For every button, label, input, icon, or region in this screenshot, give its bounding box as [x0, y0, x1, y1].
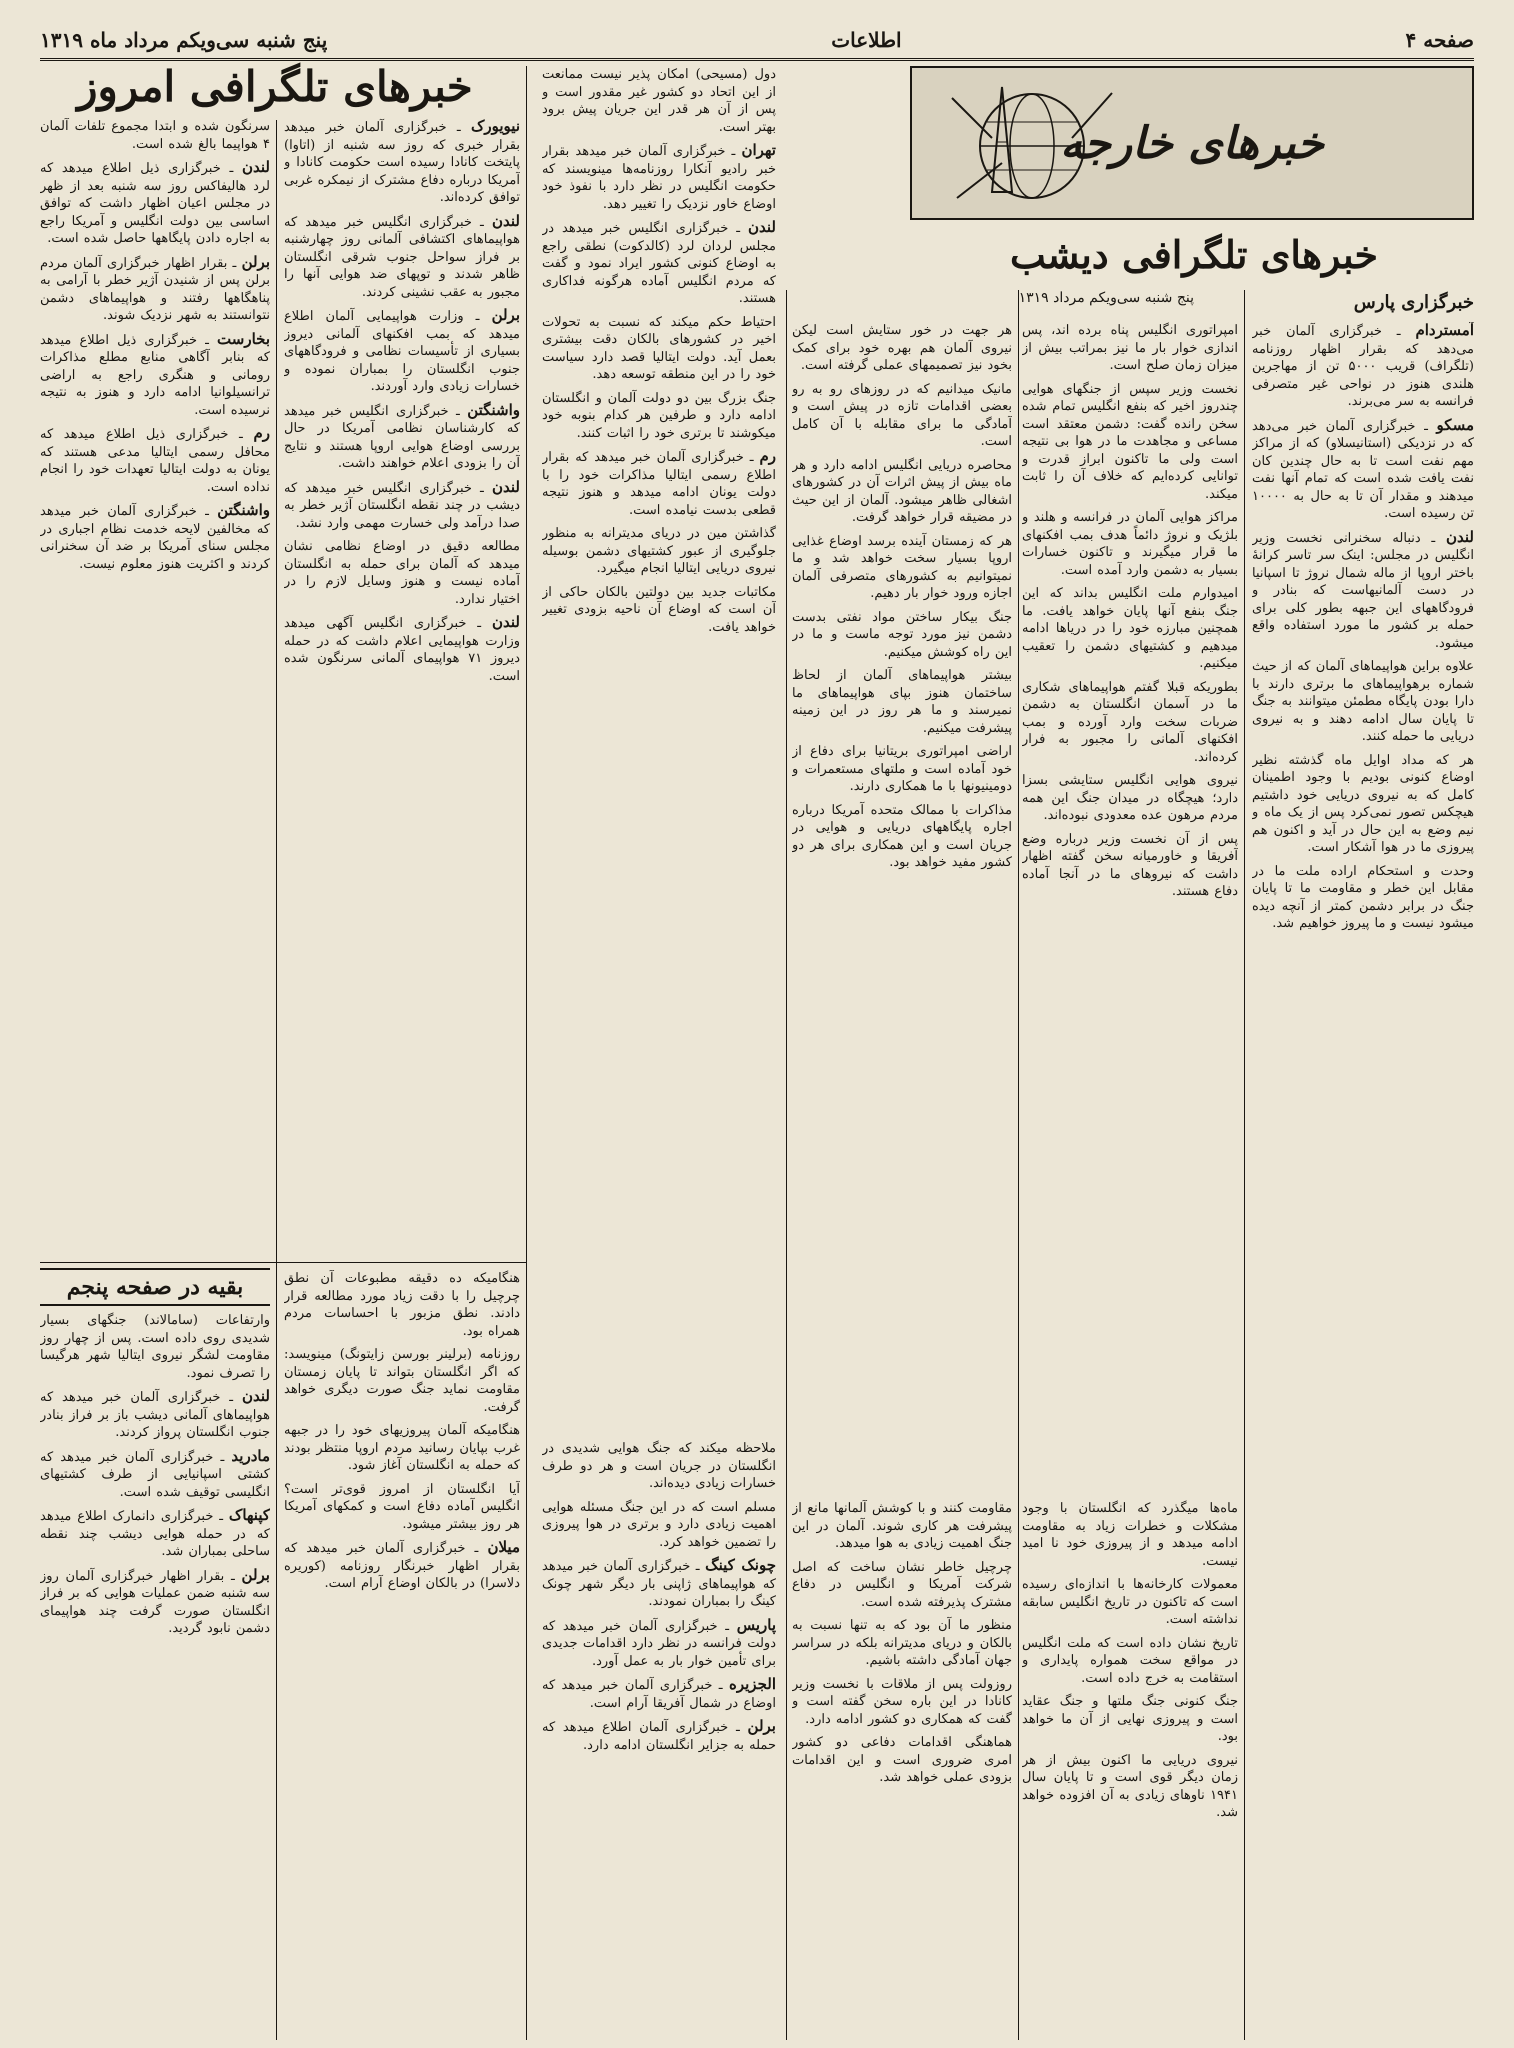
agency-label: خبرگزاری پارس: [1353, 292, 1474, 313]
headline-today: خبرهای تلگرافی امروز: [77, 62, 473, 111]
article: [792, 1559, 1012, 1612]
article: [542, 1718, 776, 1754]
article: [40, 1312, 270, 1382]
article-text: امیدوارم ملت انگلیس بداند که این جنگ بنفع آنها پایان خواهد یافت. ما همچنین مبارزه خود را در دریاها ادامه میدهیم و کشتیهای دشمن را تعقیب میکنیم.: [1022, 586, 1238, 671]
article: [1022, 585, 1238, 673]
article: [542, 1440, 776, 1493]
article: [1022, 1576, 1238, 1629]
dateline-city: آمستردام: [1415, 322, 1474, 339]
article-text: ـ خبرگزاری آلمان خبر میدهد که هواپیماهای ژاپنی بار دیگر شهر چونک کینگ را بمباران نمودند.: [542, 1559, 776, 1609]
article-text: ـ خبرگزاری ذیل اطلاع میدهد که بنابر آگاهی منابع مطلع مذاکرات رومانی و هنگری راجع به اراضی ترانسیلوانیا ادامه دارد و هنوز به نتیجه نرسیده است.: [40, 332, 270, 418]
article: [1022, 509, 1238, 579]
article: [1252, 417, 1474, 523]
article: [1252, 752, 1474, 857]
article: [792, 533, 1012, 603]
article-text: ـ خبرگزاری آلمان خبر میدهد که مخالفین لایحه خدمت نظام اجباری در مجلس سنای آمریکا بر ضد آن سخنرانی کردند و اکثریت هنوز معلوم نیست.: [40, 504, 270, 572]
article: [284, 479, 520, 533]
article: [542, 142, 776, 213]
article-text: ـ خبرگزاری انگلیس خبر میدهد در مجلس لردان لرد (کالدکوت) نطقی راجع به اوضاع کنونی کشور ایراد نمود و گفت که مردم انگلیس آماده هرگونه فداکاری هستند.: [542, 221, 776, 306]
article: [792, 1676, 1012, 1729]
article-text: نیروی دریایی ما اکنون بیش از هر زمان دیگر قوی است و تا پایان سال ۱۹۴۱ ناوهای زیادی به آن افزوده خواهد شد.: [1022, 1752, 1238, 1820]
dateline-city: واشنگتن: [467, 400, 520, 419]
article-text: مقاومت کنند و با کوشش آلمانها مانع از پیشرفت هر کاری شوند. آلمان در این جنگ اهمیت زیادی به هوا میدهد.: [792, 1501, 1012, 1551]
article: [1022, 381, 1238, 504]
article: [40, 118, 270, 153]
column-9: [542, 1440, 776, 2038]
article-text: سرنگون شده و ابتدا مجموع تلفات آلمان ۴ هواپیما بالغ شده است.: [40, 119, 270, 152]
article: [284, 402, 520, 473]
column-8: [284, 1270, 520, 2038]
dateline-city: برلن: [491, 306, 520, 324]
article: [792, 1617, 1012, 1670]
article-text: هر جهت در خور ستایش است لیکن نیروی آلمان هم بهره خود برای کمک بخود نیز تصمیمهای عملی گرفته است.: [792, 323, 1012, 373]
article-text: ـ خبرگزاری انگلیس آگهی میدهد وزارت هواپیمایی اعلام داشت که در حمله دیروز ۷۱ هواپیمای آلمانی سرنگون شده است.: [284, 616, 520, 684]
article: [284, 1346, 520, 1416]
article-text: هر که زمستان آینده برسد اوضاع غذایی اروپا بسیار سخت خواهد شد و ما نمیتوانیم به کشورهای متصرفی آلمان اجازه ورود خوار بار دهیم.: [792, 533, 1012, 601]
article: [792, 457, 1012, 527]
article: [40, 331, 270, 420]
article-text: هنگامیکه ده دقیقه مطبوعات آن نطق چرچیل را با دقت زیاد مورد مطالعه قرار دادند. نطق مزبور با احساسات مردم همراه بود.: [284, 1271, 520, 1339]
article: [40, 1567, 270, 1638]
dateline-city: لندن: [492, 613, 520, 631]
article-text: ـ خبرگزاری آلمان خبر میدهد بقرار خبر رادیو آنکارا روزنامه‌ها مینویسند که حکومت انگلیس در نظر دارد با نفوذ خود اوضاع خاور نزدیک را تغییر دهد.: [542, 144, 776, 212]
article: [542, 390, 776, 443]
article-text: نخست وزیر سپس از جنگهای هوایی چندروز اخیر که بنفع انگلیس تمام شده سخن رانده گفت: دشمن معتقد است مساعی و مجاهدت ما در هوا بی نتیجه است ولی ما تاکنون ابراز قدرت و توانایی کرده‌ایم که خلاف آن را ثابت میکند.: [1022, 381, 1238, 502]
article: [40, 1388, 270, 1442]
column-rule: [786, 290, 787, 2040]
dateline-city: رم: [759, 447, 776, 465]
dateline-city: لندن: [241, 1387, 270, 1405]
article: [542, 1617, 776, 1671]
dateline-city: رم: [253, 424, 270, 442]
article: [542, 448, 776, 519]
dateline: پنج شنبه سی‌ویکم مرداد ۱۳۱۹: [1018, 290, 1194, 306]
article-text: اراضی امپراتوری بریتانیا برای دفاع از خود آماده است و ملتهای مستعمرات و دومینیونها با ما همکاری دارند.: [792, 744, 1012, 794]
article-text: ـ خبرگزاری آلمان خبر میدهد که بقرار اظهار خبرنگار روزنامه (کوریره دلاسرا) در بالکان اوضاع آرام است.: [284, 1541, 520, 1591]
article-text: وارتفاعات (سامالاند) جنگهای بسیار شدیدی روی داده است. پس از چهار روز مقاومت لشگر نیروی ایتالیا شهر هرگیسا را تصرف نمود.: [40, 1313, 270, 1381]
article: [792, 802, 1012, 872]
dateline-city: لندن: [242, 158, 270, 176]
article-text: معمولات کارخانه‌ها با اندازه‌ای رسیده است که تاکنون در تاریخ انگلیس سابقه نداشته است.: [1022, 1577, 1238, 1627]
dateline-city: الجزیره: [728, 1675, 776, 1693]
dateline-city: واشنگتن: [217, 501, 270, 519]
dateline-city: چونک کینگ: [705, 1556, 776, 1574]
article-text: تاریخ نشان داده است که ملت انگلیس در مواقع سخت همواره پایداری و استقامت به خرج داده است.: [1022, 1635, 1238, 1686]
article-text: ـ خبرگزاری آلمان خبر می‌دهد که در نزدیکی (استانیسلاو) که از مراکز مهم نفت است تا به حال چندین کان نفت یافت شده است که تمام آنها نفت میدهند و مقدار آن تا به حال به ۱۰۰۰۰ تن رسیده است.: [1252, 418, 1474, 521]
article-text: بیشتر هواپیماهای آلمان از لحاظ ساختمان هنوز بپای هواپیماهای ما نمیرسند و ما هر روز در این زمینه پیشرفت میکنیم.: [792, 668, 1012, 736]
dateline-city: تهران: [741, 141, 776, 159]
article-text: دول (مسیحی) امکان پذیر نیست ممانعت از این اتحاد دو کشور غیر مقدور است و پس از آن هر قدر این جریان پیش برود بهتر است.: [542, 67, 776, 135]
article-text: ملاحظه میکند که جنگ هوایی شدیدی در انگلستان در جریان است و هر دو طرف خسارات زیادی دیده‌اند.: [542, 1441, 776, 1491]
article-text: ـ خبرگزاری آلمان اطلاع میدهد که حمله به جزایر انگلستان ادامه دارد.: [542, 1720, 776, 1753]
article-text: ـ خبرگزاری انگلیس خبر میدهد که دیشب در چند نقطه انگلستان آژیر خطر به صدا درآمد ولی خسارت مهمی وارد نشد.: [284, 480, 520, 531]
article-text: ـ خبرگزاری انگلیس خبر میدهد که کارشناسان نظامی آمریکا در حال بررسی اوضاع هوایی اروپا هستند و نتایج آن را بزودی اعلام خواهند داشت.: [284, 403, 520, 471]
article-text: محاصره دریایی انگلیس ادامه دارد و هر ماه بیش از پیش اثرات آن در کشورهای اشغالی ظاهر میشود. آلمان از این حیث در مضیقه قرار خواهد گرفت.: [792, 457, 1012, 525]
dateline-city: برلن: [241, 252, 270, 271]
article: [1022, 772, 1238, 825]
article-text: ـ دنباله سخنرانی نخست وزیر انگلیس در مجلس: اینک سر تاسر کرانهٔ باختر اروپا از ماله شمال نروژ تا اسپانیا در دست آلمانیهاست که بنادر و فرودگاههای این جبهه بطور کلی برای حمله بر کشور ما مورد استفاده واقع میشود.: [1252, 530, 1474, 651]
article: [792, 381, 1012, 451]
article-text: مذاکرات با ممالک متحده آمریکا درباره اجاره پایگاههای دریایی و هوایی در جریان است و این همکاری برای هر دو کشور مفید خواهد بود.: [792, 802, 1012, 870]
article: [1252, 529, 1474, 653]
article: [284, 1539, 520, 1593]
article-text: علاوه براین هواپیماهای آلمان که از حیث شماره برهواپیماهای ما برتری دارند با دارا بودن پایگاه مطمئن میتوانند به جنگ تا پایان سال ادامه دهند و به نیروی دریایی ما حمله کنند.: [1252, 659, 1474, 744]
article: [1022, 1500, 1238, 1570]
dateline-city: پاریس: [736, 1615, 776, 1634]
paper-name: اطلاعات: [831, 28, 902, 52]
article: [40, 1507, 270, 1561]
foreign-news-banner: [910, 66, 1474, 220]
article-text: پس از آن نخست وزیر درباره وضع آفریقا و خاورمیانه سخن گفته اظهار داشت که نیروهای ما در آنجا آماده دفاع هستند.: [1022, 831, 1238, 899]
article-text: ـ وزارت هواپیمایی آلمان اطلاع میدهد که بمب افکنهای آلمانی دیروز بسیاری از تأسیسات نظامی و فرودگاههای جنوب انگلستان را بمباران نموده و خسارات زیادی وارد آوردند.: [284, 309, 520, 394]
article: [1022, 1635, 1238, 1688]
column-11: [1022, 1500, 1238, 2038]
article-text: ـ بقرار اظهار خبرگزاری آلمان مردم برلن پس از شنیدن آژیر خطر با آرامی به پناهگاهها رفتند و هواپیماهای دشمن نتوانستند به شهر نزدیک شوند.: [40, 255, 270, 323]
article: [1252, 863, 1474, 933]
article-text: جنگ بیکار ساختن مواد نفتی بدست دشمن نیز مورد توجه ماست و ما در این راه کوشش میکنیم.: [792, 609, 1012, 660]
article: [542, 1557, 776, 1611]
dateline-city: نیویورک: [470, 118, 520, 135]
article: [792, 609, 1012, 662]
column-rule: [1018, 290, 1019, 2040]
article-text: ـ بقرار اظهار خبرگزاری آلمان روز سه شنبه ضمن عملیات هوایی که بر فراز انگلستان صورت گرفت چند هواپیمای دشمن نابود گردید.: [40, 1568, 270, 1636]
dateline-city: میلان: [487, 1538, 520, 1556]
article-text: هنگامیکه آلمان پیروزیهای خود را در جبهه غرب بپایان رسانید مردم اروپا منتظر بودند که حمله به انگلستان آغاز شود.: [284, 1423, 520, 1473]
dateline-city: لندن: [492, 477, 520, 496]
article-text: روزولت پس از ملاقات با نخست وزیر کانادا در این باره سخن گفته است و گفت که همکاری دو کشور ادامه دارد.: [792, 1676, 1012, 1727]
article: [284, 307, 520, 396]
dateline-city: برلن: [747, 1717, 776, 1735]
dateline-city: لندن: [1446, 527, 1474, 546]
article-text: مکاتبات جدید بین دولتین بالکان حاکی از آن است که اوضاع آن ناحیه بزودی تغییر خواهد یافت.: [542, 584, 776, 635]
article-text: ـ خبرگزاری آلمان خبر میدهد بقرار خبری که روز سه شنبه از (اتاوا) پایتخت کانادا رسیده است حکومت کانادا و آمریکا درباره دفاع مشترک از نیمکره غربی توافق کرده‌اند.: [284, 120, 520, 205]
article: [1022, 1752, 1238, 1822]
article: [284, 118, 520, 207]
article-text: ـ خبرگزاری انگلیس خبر میدهد که هواپیماهای اکتشافی آلمانی روز چهارشنبه بر فراز سواحل جنوب شرقی انگلستان ظاهر شدند و توپهای ضد هوایی آنها را مجبور به عقب نشینی کردند.: [284, 214, 520, 300]
article: [40, 159, 270, 248]
article: [284, 1481, 520, 1534]
article: [1022, 679, 1238, 767]
banner-title: خبرهای خارجه: [1060, 117, 1324, 169]
article: [792, 1734, 1012, 1787]
article: [1022, 322, 1238, 375]
article-text: مراکز هوایی آلمان در فرانسه و هلند و بلژیک و نروژ دائماً هدف بمب افکنهای ما قرار میگیرند و تاکنون خسارات بسیار به دشمن وارد آمده است.: [1022, 510, 1238, 578]
article-text: ـ خبرگزاری آلمان خبر می‌دهد که بقرار اظهار روزنامه (تلگراف) قریب ۵۰۰۰ تن از مهاجرین هلندی هنوز در نواحی غیر متصرفی فرانسه به سر می‌برند.: [1252, 324, 1474, 409]
dateline-city: لندن: [748, 218, 776, 236]
column-10: [792, 1500, 1012, 2038]
headline-night: خبرهای تلگرافی دیشب: [1010, 232, 1378, 277]
article-text: جنگ بزرگ بین دو دولت آلمان و انگلستان ادامه دارد و طرفین هر کدام بنوبه خود میکوشند تا برتری خود را اثبات کنند.: [542, 390, 776, 441]
column-rule: [526, 66, 527, 2040]
globe-illustration-icon: [932, 78, 1132, 208]
article: [1022, 831, 1238, 901]
article: [284, 538, 520, 608]
article: [284, 1422, 520, 1475]
article: [792, 322, 1012, 375]
article-text: ـ خبرگزاری آلمان خبر میدهد که دولت فرانسه در نظر دارد اقدامات جدیدی برای تأمین خوار بار به عمل آورد.: [542, 1618, 776, 1669]
article: [40, 254, 270, 325]
column-1: [1252, 322, 1474, 2038]
article-text: منظور ما آن بود که به تنها نسبت به بالکان و دریای مدیترانه بلکه در سراسر جهان آمادگی داشته باشیم.: [792, 1618, 1012, 1668]
dateline-city: مسکو: [1436, 415, 1474, 434]
article: [284, 614, 520, 685]
dateline-city: لندن: [492, 211, 520, 230]
article-text: هر که مداد اوایل ماه گذشته نظیر اوضاع کنونی بودیم با وجود اطمینان کامل که به نیروی دریایی خود داشتیم هیچکس تصور نمی‌کرد پس از یک ماه و نیم وضع به این حال در آید و اکنون هم پیروزی ما در هوا آشکار است.: [1252, 752, 1474, 855]
article: [542, 525, 776, 578]
article: [542, 584, 776, 637]
article-text: ـ خبرگزاری آلمان خبر میدهد که اوضاع در شمال آفریقا آرام است.: [542, 1678, 776, 1711]
article: [792, 743, 1012, 796]
dateline-city: برلن: [241, 1565, 270, 1584]
article: [1022, 1693, 1238, 1746]
article-text: امپراتوری انگلیس پناه برده اند، پس اندازی خوار بار ما نیز بمراتب بیش از میزان زمان صلح است.: [1022, 323, 1238, 373]
article-text: روزنامه (برلینر بورسن زایتونگ) مینویسد: که اگر انگلستان بتواند تا پایان زمستان مقاومت نماید جنگ صورت دیگری خواهد گرفت.: [284, 1347, 520, 1415]
article: [792, 667, 1012, 737]
article: [284, 1270, 520, 1340]
article-text: احتیاط حکم میکند که نسبت به تحولات اخیر در کشورهای بالکان دقت بیشتری بعمل آید. دولت ایتالیا قصد دارد سیاست خود را در این منطقه توسعه دهد.: [542, 314, 776, 382]
article: [40, 1448, 270, 1502]
article-text: ـ خبرگزاری دانمارک اطلاع میدهد که در حمله هوایی دیشب چند نقطه ساحلی بمباران شد.: [40, 1509, 270, 1559]
article: [1252, 322, 1474, 411]
article: [542, 219, 776, 308]
article-text: هماهنگی اقدامات دفاعی دو کشور امری ضروری است و این اقدامات بزودی عملی خواهد شد.: [792, 1735, 1012, 1785]
article-text: ـ خبرگزاری آلمان خبر میدهد که بقرار اطلاع رسمی ایتالیا مذاکرات خود را با دولت یونان ادامه میدهد و هنوز نتیجه قطعی بدست نیامده است.: [542, 450, 776, 518]
article-text: بطوریکه قبلا گفتم هواپیماهای شکاری ما در آسمان انگلستان به دشمن ضربات سخت وارد آورده و بمب افکنهای آلمانی را مجبور به فرار کرده‌اند.: [1022, 679, 1238, 765]
article: [1252, 658, 1474, 746]
article: [284, 213, 520, 302]
tower-icon: [972, 82, 1032, 202]
article: [792, 1500, 1012, 1553]
article-text: جنگ کنونی جنگ ملتها و جنگ عقاید است و پیروزی نهایی از آن ما خواهد بود.: [1022, 1694, 1238, 1744]
article-text: نیروی هوایی انگلیس ستایشی بسزا دارد؛ هیچگاه در میدان جنگ این همه مردم مرهون عده معدودی نبوده‌اند.: [1022, 773, 1238, 823]
article-text: چرچیل خاطر نشان ساخت که اصل شرکت آمریکا و انگلیس در دفاع مشترک پذیرفته شده است.: [792, 1559, 1012, 1610]
column-rule: [276, 120, 277, 2040]
page-number: صفحه ۴: [1405, 28, 1474, 52]
article-text: ـ خبرگزاری ذیل اطلاع میدهد که محافل رسمی ایتالیا مدعی هستند که یونان به دولت ایتالیا تعهدات خود را انجام نداده است.: [40, 427, 270, 495]
column-rule: [1244, 290, 1245, 2040]
article-text: مانیک میدانیم که در روزهای رو به رو بعضی اقدامات تازه در پیش است و آمادگی ما برای مقابله با آن کامل است.: [792, 381, 1012, 449]
section-rule: [40, 1262, 526, 1263]
article: [542, 314, 776, 384]
column-6: [40, 118, 270, 1258]
article-text: ـ خبرگزاری ذیل اطلاع میدهد که لرد هالیفاکس روز سه شنبه بعد از ظهر در مجلس اعیان اظهار داشت که توافق اساسی بین دولت انگلیس و آمریکا راجع به اجاره دادن پایگاهها حاصل شده است.: [40, 161, 270, 246]
continued-notice: بقیه در صفحه پنجم: [40, 1268, 270, 1306]
article-text: گذاشتن مین در دریای مدیترانه به منظور جلوگیری از عبور کشتیهای دشمن بوسیله نیروی دریایی ایتالیا انجام میگیرد.: [542, 526, 776, 576]
dateline-city: بخارست: [217, 329, 270, 348]
article-text: ـ خبرگزاری آلمان خبر میدهد که کشتی اسپانیایی از طرف کشتیهای انگلیسی توقیف شده است.: [40, 1449, 270, 1500]
dateline-city: کپنهاک: [228, 1506, 270, 1524]
column-7: [40, 1312, 270, 2038]
column-5: [284, 118, 520, 1254]
article-text: مسلم است که در این جنگ مسئله هوایی اهمیت زیادی دارد و برتری در هوا پیروزی را تضمین خواهد کرد.: [542, 1499, 776, 1550]
issue-date: پنج شنبه سی‌ویکم مرداد ماه ۱۳۱۹: [40, 28, 328, 52]
article-text: ـ خبرگزاری آلمان خبر میدهد که هواپیماهای آلمانی دیشب باز بر فراز بنادر جنوب انگلستان پرواز کردند.: [40, 1390, 270, 1440]
article-text: مطالعه دقیق در اوضاع نظامی نشان میدهد که آلمان برای حمله به انگلستان آماده نیست و هنوز وسایل لازم را در اختیار ندارد.: [284, 539, 520, 607]
article: [40, 502, 270, 573]
article: [542, 1499, 776, 1552]
article-text: ماه‌ها میگذرد که انگلستان با وجود مشکلات و خطرات زیاد به مقاومت ادامه میدهد و از پیروزی خود نا امید نیست.: [1022, 1501, 1238, 1569]
article: [542, 1676, 776, 1712]
article: [542, 66, 776, 136]
masthead: [40, 22, 1474, 61]
article-text: وحدت و استحکام اراده ملت ما در مقابل این خطر و مقاومت ما تا پایان جنگ در برابر دشمن کمتر از آنچه دیده میشود نیست و ما پیروز خواهیم شد.: [1252, 863, 1474, 931]
article: [40, 425, 270, 496]
dateline-city: مادرید: [231, 1446, 270, 1465]
article-text: آیا انگلستان از امروز قوی‌تر است؟ انگلیس آماده دفاع است و کمکهای آمریکا هر روز بیشتر میشود.: [284, 1481, 520, 1532]
